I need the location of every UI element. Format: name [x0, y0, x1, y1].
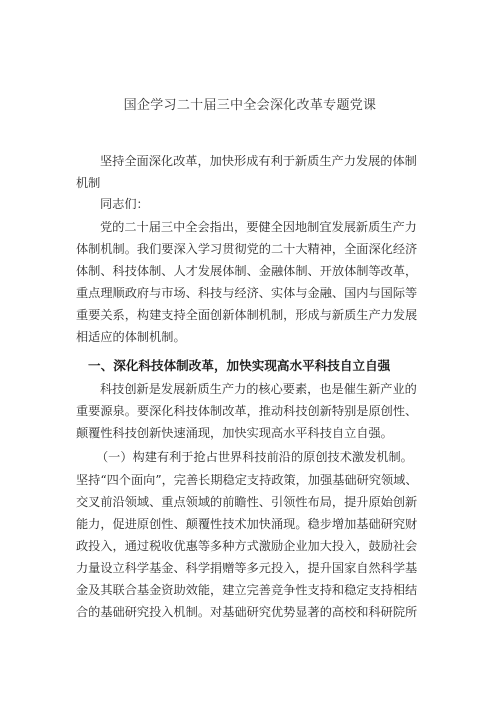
- document-title: 国企学习二十届三中全会深化改革专题党课: [123, 98, 377, 113]
- section-heading: 一、深化科技体制改革，加快实现高水平科技自立自强: [88, 358, 391, 373]
- intro-line: 坚持全面深化改革，加快形成有利于新质生产力发展的体制: [100, 154, 417, 168]
- salutation: 同志们：: [100, 197, 149, 211]
- paragraph-line: 体制、科技体制、人才发展体制、金融体制、开放体制等改革，: [76, 264, 418, 278]
- paragraph-line: 科技创新是发展新质生产力的核心要素，也是催生新产业的: [100, 382, 417, 396]
- paragraph-line: 体制机制。我们要深入学习贯彻党的二十大精神，全面深化经济: [76, 242, 418, 256]
- paragraph-line: 党的二十届三中全会指出，要健全因地制宜发展新质生产力: [100, 220, 417, 234]
- paragraph-line: 相适应的体制机制。: [76, 330, 186, 344]
- paragraph-line: 能力，促进原创性、颠覆性技术加快涌现。稳步增加基础研究财: [76, 517, 418, 531]
- paragraph-line: 重点理顺政府与市场、科技与经济、实体与金融、国内与国际等: [76, 286, 418, 300]
- paragraph-line: 政投入，通过税收优惠等多种方式激励企业加大投入，鼓励社会: [76, 539, 418, 553]
- paragraph-line: 交叉前沿领域、重点领域的前瞻性、引领性布局，提升原始创新: [76, 495, 418, 509]
- paragraph-line: 合的基础研究投入机制。对基础研究优势显著的高校和科研院所: [76, 605, 418, 619]
- paragraph-line: 重要源泉。要深化科技体制改革，推动科技创新特别是原创性、: [76, 404, 418, 418]
- paragraph-line: 颠覆性科技创新快速涌现，加快实现高水平科技自立自强。: [76, 426, 393, 440]
- intro-line: 机制: [76, 176, 101, 190]
- subsection-title: （一）构建有利于抢占世界科技前沿的原创技术激发机制。: [96, 450, 413, 464]
- paragraph-line: 金及其联合基金资助效能，建立完善竞争性支持和稳定支持相结: [76, 583, 418, 597]
- paragraph-line: 重要关系，构建支持全面创新体制机制，形成与新质生产力发展: [76, 308, 418, 322]
- paragraph-line: 力量设立科学基金、科学捐赠等多元投入，提升国家自然科学基: [76, 561, 418, 575]
- paragraph-line: 坚持“四个面向”，完善长期稳定支持政策，加强基础研究领域、: [76, 473, 418, 487]
